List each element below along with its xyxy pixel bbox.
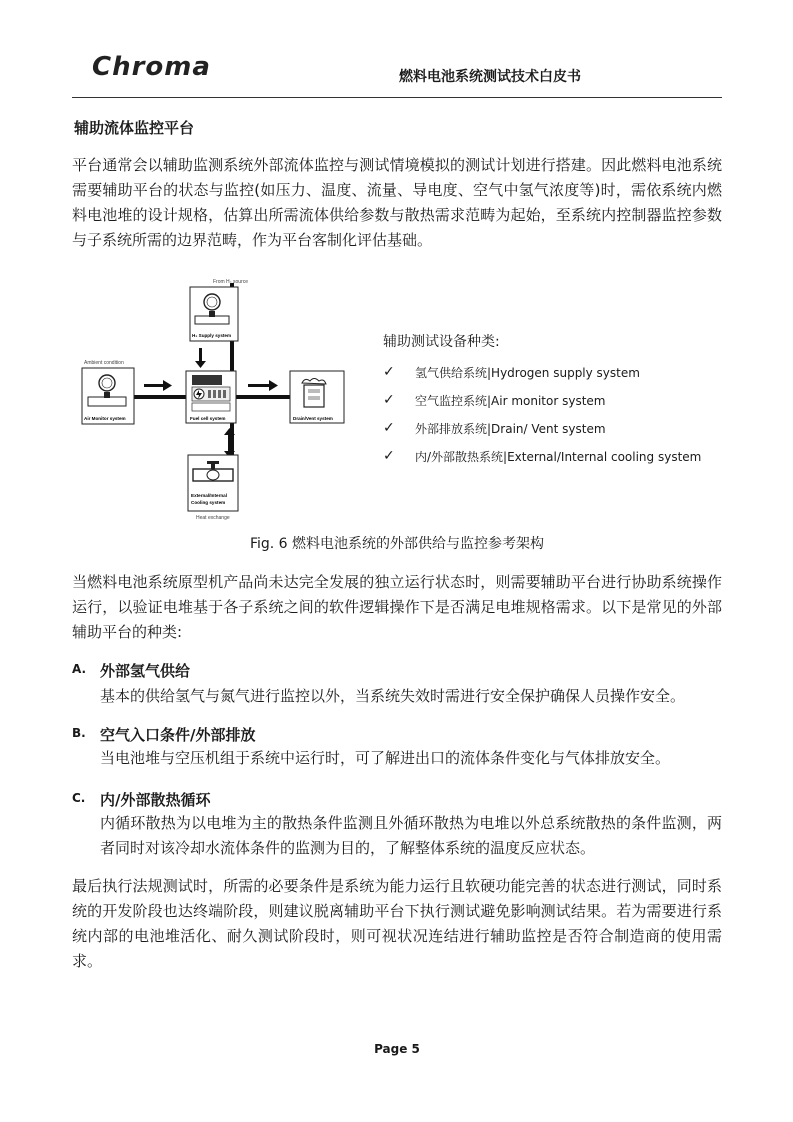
fuel-cell-architecture-diagram (78, 275, 368, 525)
h2-supply-box (190, 287, 238, 341)
valve-handle-icon (207, 461, 219, 464)
pressure-gauge-icon (99, 375, 115, 391)
intro-paragraph: 平台通常会以辅助监测系统外部流体监控与测试情境模拟的测试计划进行搭建。因此燃料电池系统需要辅助平台的状态与监控(如压力、温度、流量、导电度、空气中氢气浓度等)时，需依系统内燃料电池堆的设计规格，估算出所需流体供给参数与散热需求范畴为起始，至系统内控制器监控参数与子系统所需的边界范畴，作为平台客制化评估基础。 (72, 156, 722, 249)
list-item (383, 442, 713, 470)
cooling-system-box (188, 455, 238, 511)
list-item-label: 空气监控系统|Air monitor system (415, 393, 606, 408)
fuel-cell-label: Fuel cell system (190, 416, 226, 421)
section-title: 辅助流体监控平台 (74, 119, 195, 137)
item-marker: A. (72, 662, 87, 676)
down-arrow-icon (195, 348, 206, 368)
right-arrow-icon (248, 380, 278, 391)
list-item-label: 内/外部散热系统|External/Internal cooling system (415, 449, 702, 464)
item-title: 内/外部散热循环 (100, 791, 211, 809)
item-a-body: 基本的供给氢气与氮气进行监控以外，当系统失效时需进行安全保护确保人员操作安全。 (100, 687, 686, 705)
item-c-body: 内循环散热为以电堆为主的散热条件监测且外循环散热为电堆以外总系统散热的条件监测，两者同时对该冷却水流体条件的监测为目的，了解整体系统的温度反应状态。 (100, 814, 722, 857)
ambient-condition-label: Ambient condition (84, 360, 124, 366)
item-b-body: 当电池堆与空压机组于系统中运行时，可了解进出口的流体条件变化与气体排放安全。 (100, 749, 671, 767)
chroma-logo: Chroma (92, 52, 211, 82)
cooling-label-line2: Cooling system (191, 500, 226, 505)
h2-supply-label: H₂ Supply system (192, 333, 232, 338)
item-marker: B. (72, 726, 86, 740)
drain-vent-box (290, 371, 344, 423)
cooling-label-line1: External/Internal (191, 493, 227, 498)
h2-source-label: From H₂ source (213, 279, 249, 285)
equipment-list-title: 辅助测试设备种类: (383, 334, 500, 350)
list-item (383, 414, 713, 442)
item-c-heading (72, 789, 210, 810)
figure-caption: Fig. 6 燃料电池系统的外部供给与监控参考架构 (249, 536, 545, 552)
paragraph-3: 最后执行法规测试时，所需的必要条件是系统为能力运行且软硬功能完善的状态进行测试，同时系统的开发阶段也达终端阶段，则建议脱离辅助平台下执行测试避免影响测试结果。若为需要进行系统内部的电池堆活化、耐久测试阶段时，则可视状况连结进行辅助监控是否符合制造商的使用需求。 (72, 877, 722, 970)
fuel-cell-display (192, 375, 222, 385)
item-b-heading (72, 724, 255, 745)
list-item (383, 358, 713, 386)
pressure-gauge-icon (204, 294, 220, 310)
air-monitor-label: Air Monitor system (84, 416, 126, 421)
pipe-icon (195, 316, 229, 324)
check-icon: ✓ (383, 420, 395, 436)
pipe-icon (88, 397, 126, 406)
drain-vent-label: Drain/Vent system (293, 416, 333, 421)
item-title: 外部氢气供给 (100, 662, 191, 680)
list-item (383, 386, 713, 414)
list-item-label: 氢气供给系统|Hydrogen supply system (415, 365, 640, 380)
item-title: 空气入口条件/外部排放 (100, 726, 256, 744)
equipment-list (383, 358, 713, 470)
check-icon: ✓ (383, 364, 395, 380)
page-number: Page 5 (374, 1042, 420, 1056)
right-arrow-icon (144, 380, 172, 391)
fuel-cell-box (186, 371, 236, 423)
paragraph-2: 当燃料电池系统原型机产品尚未达完全发展的独立运行状态时，则需要辅助平台进行协助系统操作运行，以验证电堆基于各子系统之间的软件逻辑操作下是否满足电堆规格需求。以下是常见的外部辅助平台的种类: (72, 573, 722, 641)
check-icon: ✓ (383, 392, 395, 408)
document-title: 燃料电池系统测试技术白皮书 (399, 69, 581, 85)
list-item-label: 外部排放系统|Drain/ Vent system (415, 421, 606, 436)
header-divider (72, 97, 722, 98)
check-icon: ✓ (383, 448, 395, 464)
air-monitor-box (82, 368, 134, 424)
heat-exchange-label: Heat exchange (196, 515, 230, 521)
item-marker: C. (72, 791, 86, 805)
item-a-heading (72, 660, 190, 681)
